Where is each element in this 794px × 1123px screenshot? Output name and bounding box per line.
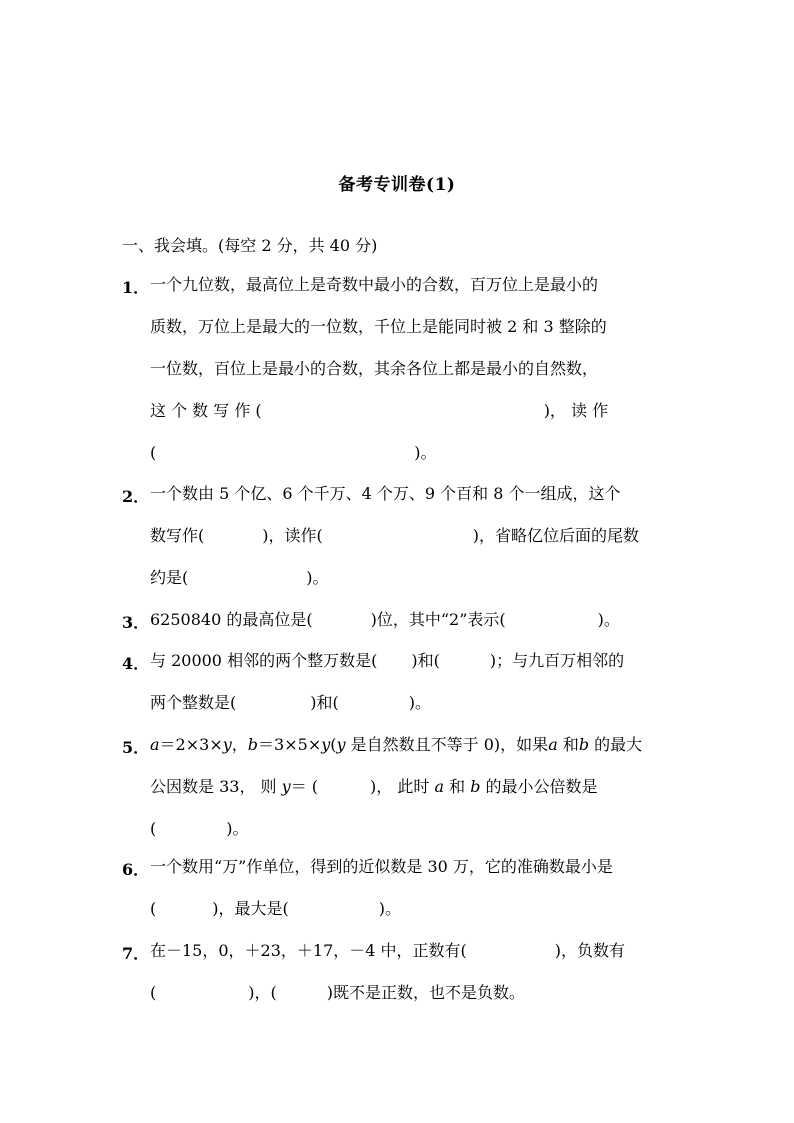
question-line	[150, 651, 624, 671]
variable-a: a	[548, 735, 558, 754]
answer-text: )位，其中“2”表示(	[370, 610, 506, 629]
question-line	[150, 735, 642, 755]
answer-text: )。	[597, 610, 620, 629]
answer-text: 和	[557, 735, 579, 754]
answer-text: (	[150, 983, 157, 1002]
answer-text: )，(	[248, 983, 277, 1002]
question-line: 一个九位数，最高位上是奇数中最小的合数，百万位上是最小的	[150, 275, 599, 294]
question-line	[150, 610, 620, 630]
section-heading: 一、我会填。(每空 2 分，共 40 分)	[122, 236, 378, 255]
question-line	[150, 899, 401, 919]
answer-text: (	[150, 899, 157, 918]
question-line	[150, 401, 608, 421]
answer-text: 公因数是 33， 则	[150, 777, 277, 796]
answer-text: )。	[408, 693, 431, 712]
variable-b: b	[247, 735, 259, 754]
question-line: 质数，万位上是最大的一位数，千位上是能同时被 2 和 3 整除的	[150, 317, 607, 336]
question-line	[150, 443, 437, 463]
page-title: 备考专训卷(1)	[338, 175, 456, 195]
question-line: 一个数用“万”作单位，得到的近似数是 30 万，它的准确数最小是	[150, 857, 613, 876]
answer-text: (	[150, 819, 157, 838]
question-number: 1．	[122, 278, 150, 297]
answer-text: 数写作(	[150, 526, 205, 545]
answer-text: ＝2×3×	[159, 735, 223, 754]
question-line: 一位数，百位上是最小的合数，其余各位上都是最小的自然数，	[150, 359, 599, 378]
question-line	[150, 693, 431, 713]
answer-text: )。	[306, 568, 329, 587]
answer-text: )，最大是(	[212, 899, 289, 918]
question-line	[150, 819, 249, 839]
answer-text: 的最小公倍数是	[480, 777, 598, 796]
answer-text: )， 读 作	[543, 401, 609, 420]
answer-text: )。	[414, 443, 437, 462]
answer-text: )和(	[310, 693, 339, 712]
variable-y: y	[321, 735, 331, 754]
question-number: 4．	[122, 654, 150, 673]
question-number: 7．	[122, 944, 150, 963]
answer-text: 的最大	[589, 735, 643, 754]
answer-text: )， 此时	[370, 777, 430, 796]
variable-a: a	[150, 735, 160, 754]
variable-b: b	[470, 777, 481, 796]
question-line: 一个数由 5 个亿、6 个千万、4 个万、9 个百和 8 个一组成，这个	[150, 484, 621, 503]
answer-text: )。	[378, 899, 401, 918]
question-line	[150, 526, 639, 546]
answer-text: 6250840 的最高位是(	[150, 610, 313, 629]
answer-text: (	[150, 443, 157, 462]
question-number: 6．	[122, 860, 150, 879]
answer-text: )既不是正数，也不是负数。	[326, 983, 525, 1002]
question-number: 2．	[122, 487, 150, 506]
answer-text: 这 个 数 写 作 (	[150, 401, 262, 420]
answer-text: (	[330, 735, 337, 754]
answer-text: 与 20000 相邻的两个整万数是(	[150, 651, 378, 670]
answer-text: 是自然数且不等于 0)，如果	[345, 735, 549, 754]
answer-text: )，省略亿位后面的尾数	[472, 526, 639, 545]
answer-text: )；与九百万相邻的	[489, 651, 625, 670]
answer-text: 和	[444, 777, 466, 796]
answer-text: )，负数有	[554, 941, 626, 960]
question-line	[150, 983, 525, 1003]
question-line	[150, 941, 625, 961]
variable-y: y	[281, 777, 291, 796]
answer-text: ，	[231, 735, 248, 754]
answer-text: 约是(	[150, 568, 189, 587]
question-number: 3．	[122, 613, 150, 632]
variable-a: a	[434, 777, 445, 796]
answer-text: )。	[226, 819, 249, 838]
answer-text: ＝ (	[290, 777, 319, 796]
variable-b: b	[578, 735, 590, 754]
question-line	[150, 568, 329, 588]
answer-text: ＝3×5×	[258, 735, 322, 754]
question-line	[150, 777, 598, 797]
answer-text: 两个整数是(	[150, 693, 237, 712]
answer-text: )和(	[411, 651, 440, 670]
answer-text: )，读作(	[262, 526, 323, 545]
question-number: 5．	[122, 738, 150, 757]
answer-text: 在－15，0，＋23，＋17，－4 中，正数有(	[150, 941, 467, 960]
variable-y: y	[222, 735, 232, 754]
variable-y: y	[336, 735, 346, 754]
